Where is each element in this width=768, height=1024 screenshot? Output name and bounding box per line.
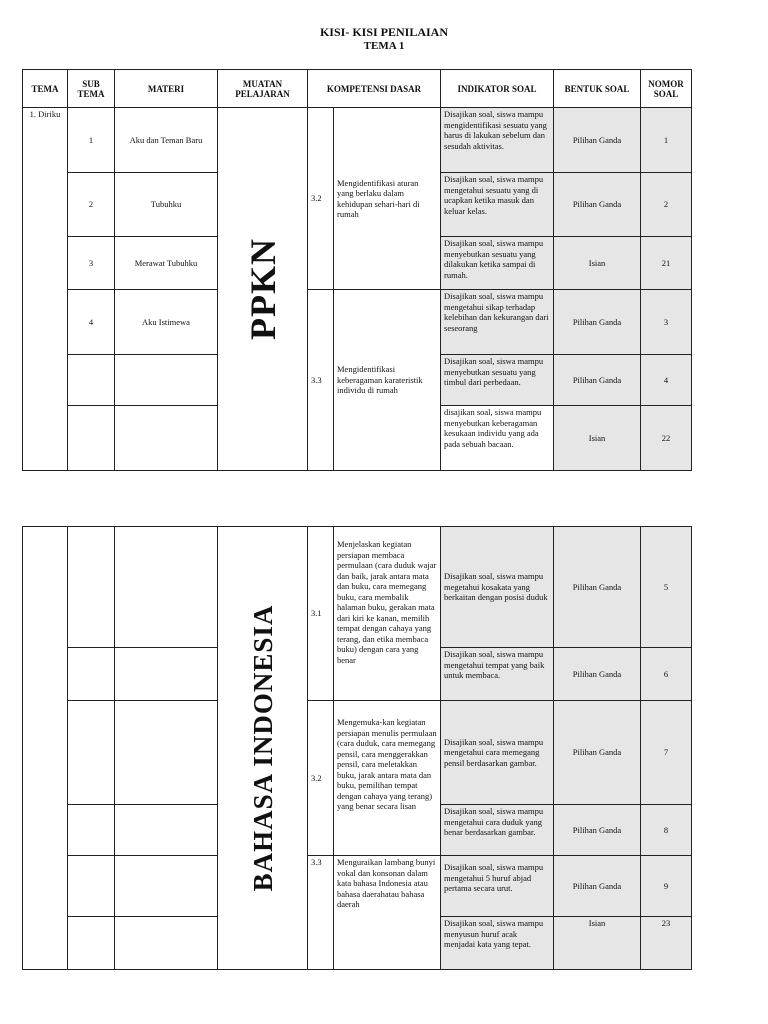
bentuk-cell: Pilihan Ganda (554, 701, 641, 805)
kd-text: Mengidentifikasi keberagaman karateristik individu di rumah (334, 290, 441, 471)
indikator-cell: Disajikan soal, siswa mampu mengetahui sesuatu yang di ucapkan ketika masuk dan keluar kelas. (441, 173, 554, 237)
materi-cell (115, 856, 218, 917)
nomor-cell: 23 (641, 917, 692, 970)
indikator-cell: Disajikan soal, siswa mampu menyebutkan sesuatu yang timbul dari perbedaan. (441, 355, 554, 406)
header-nomor: NOMOR SOAL (641, 70, 692, 108)
bentuk-cell: Isian (554, 237, 641, 290)
kd-text: Mengidentifikasi aturan yang berlaku dalam kehidupan sehari-hari di rumah (334, 108, 441, 290)
document-subtitle: TEMA 1 (363, 40, 405, 52)
indikator-cell: Disajikan soal, siswa mampu menyusun huruf acak menjadai kata yang tepat. (441, 917, 554, 970)
sub-tema-cell (68, 917, 115, 970)
assessment-table-1 (22, 69, 692, 471)
sub-tema-cell: 3 (68, 237, 115, 290)
materi-cell (115, 527, 218, 648)
nomor-cell: 1 (641, 108, 692, 173)
muatan-cell-ppkn (218, 108, 308, 471)
bentuk-cell: Pilihan Ganda (554, 856, 641, 917)
kd-number: 3.2 (308, 701, 334, 856)
sub-tema-cell (68, 856, 115, 917)
materi-cell: Merawat Tubuhku (115, 237, 218, 290)
header-bentuk: BENTUK SOAL (554, 70, 641, 108)
indikator-cell: Disajikan soal, siswa mampu megetahui kosakata yang berkaitan dengan posisi duduk (441, 527, 554, 648)
nomor-cell: 5 (641, 527, 692, 648)
nomor-cell: 8 (641, 805, 692, 856)
table-row (23, 856, 692, 917)
table-row (23, 290, 692, 355)
kd-text: Menjelaskan kegiatan persiapan membaca permulaan (cara duduk wajar dan baik, jarak antara mata dan buku, cara memegang buku, cara membalik halaman buku, gerakan mata dari kiri ke kanan, memilih tempat dengan cahaya yang terang, dan etika membaca buku) dengan cara yang benar (334, 527, 441, 701)
materi-cell (115, 701, 218, 805)
bentuk-cell: Isian (554, 917, 641, 970)
bentuk-cell: Pilihan Ganda (554, 805, 641, 856)
header-tema: TEMA (23, 70, 68, 108)
materi-cell (115, 917, 218, 970)
kd-number: 3.1 (308, 527, 334, 701)
sub-tema-cell: 1 (68, 108, 115, 173)
bentuk-cell: Pilihan Ganda (554, 527, 641, 648)
indikator-cell: Disajikan soal, siswa mampu mengidentifikasi sesuatu yang harus di lakukan sebelum dan sesudah aktivitas. (441, 108, 554, 173)
sub-tema-cell (68, 805, 115, 856)
document-title: KISI- KISI PENILAIAN (319, 25, 449, 39)
indikator-cell: Disajikan soal, siswa mampu mengetahui cara memegang pensil berdasarkan gambar. (441, 701, 554, 805)
kd-text: Mengemuka-kan kegiatan persiapan menulis permulaan (cara duduk, cara memegang pensil, cara menggerakkan pensil, cara meletakkan buku, jarak antara mata dan buku, pemilihan tempat dengan cahaya yang terang) yang benar secara lisan (334, 701, 441, 856)
sub-tema-cell (68, 406, 115, 471)
nomor-cell: 3 (641, 290, 692, 355)
sub-tema-cell (68, 355, 115, 406)
tema-cell: 1. Diriku (23, 108, 68, 471)
indikator-cell: disajikan soal, siswa mampu menyebutkan keberagaman kesukaan individu yang ada pada sebuah bacaan. (441, 406, 554, 471)
bentuk-cell: Pilihan Ganda (554, 173, 641, 237)
sub-tema-cell (68, 527, 115, 648)
materi-cell (115, 648, 218, 701)
indikator-cell: Disajikan soal, siswa mampu menyebutkan sesuatu yang dilakukan ketika sampai di rumah. (441, 237, 554, 290)
indikator-cell: Disajikan soal, siswa mampu mengetahui tempat yang baik untuk membaca. (441, 648, 554, 701)
bentuk-cell: Pilihan Ganda (554, 108, 641, 173)
header-materi: MATERI (115, 70, 218, 108)
indikator-cell: Disajikan soal, siswa mampu mengetahui 5 huruf abjad pertama secara urut. (441, 856, 554, 917)
materi-cell (115, 355, 218, 406)
tema-cell (23, 527, 68, 970)
header-sub-tema: SUB TEMA (68, 70, 115, 108)
table-row (23, 108, 692, 173)
kd-number: 3.3 (308, 290, 334, 471)
indikator-cell: Disajikan soal, siswa mampu mengetahui cara duduk yang benar berdasarkan gambar. (441, 805, 554, 856)
muatan-label: BAHASA INDONESIA (247, 604, 278, 892)
nomor-cell: 22 (641, 406, 692, 471)
table-row (23, 527, 692, 648)
nomor-cell: 9 (641, 856, 692, 917)
header-row (23, 70, 692, 108)
sub-tema-cell (68, 648, 115, 701)
nomor-cell: 21 (641, 237, 692, 290)
nomor-cell: 4 (641, 355, 692, 406)
indikator-cell: Disajikan soal, siswa mampu mengetahui sikap terhadap kelebihan dan kekurangan dari seseorang (441, 290, 554, 355)
muatan-label: PPKN (242, 238, 283, 340)
materi-cell (115, 805, 218, 856)
sub-tema-cell (68, 701, 115, 805)
sub-tema-cell: 2 (68, 173, 115, 237)
bentuk-cell: Pilihan Ganda (554, 648, 641, 701)
bentuk-cell: Isian (554, 406, 641, 471)
kd-number: 3.3 (308, 856, 334, 970)
materi-cell (115, 406, 218, 471)
muatan-cell-bahasa-indonesia (218, 527, 308, 970)
header-indikator: INDIKATOR SOAL (441, 70, 554, 108)
nomor-cell: 6 (641, 648, 692, 701)
materi-cell: Aku dan Teman Baru (115, 108, 218, 173)
bentuk-cell: Pilihan Ganda (554, 290, 641, 355)
sub-tema-cell: 4 (68, 290, 115, 355)
header-kompetensi-dasar: KOMPETENSI DASAR (308, 70, 441, 108)
kd-number: 3.2 (308, 108, 334, 290)
assessment-table-2 (22, 526, 692, 970)
header-muatan: MUATAN PELAJARAN (218, 70, 308, 108)
bentuk-cell: Pilihan Ganda (554, 355, 641, 406)
kd-text: Menguraikan lambang bunyi vokal dan konsonan dalam kata bahasa Indonesia atau bahasa daerahatau bahasa daerah (334, 856, 441, 970)
nomor-cell: 2 (641, 173, 692, 237)
materi-cell: Aku Istimewa (115, 290, 218, 355)
table-row (23, 701, 692, 805)
materi-cell: Tubuhku (115, 173, 218, 237)
nomor-cell: 7 (641, 701, 692, 805)
